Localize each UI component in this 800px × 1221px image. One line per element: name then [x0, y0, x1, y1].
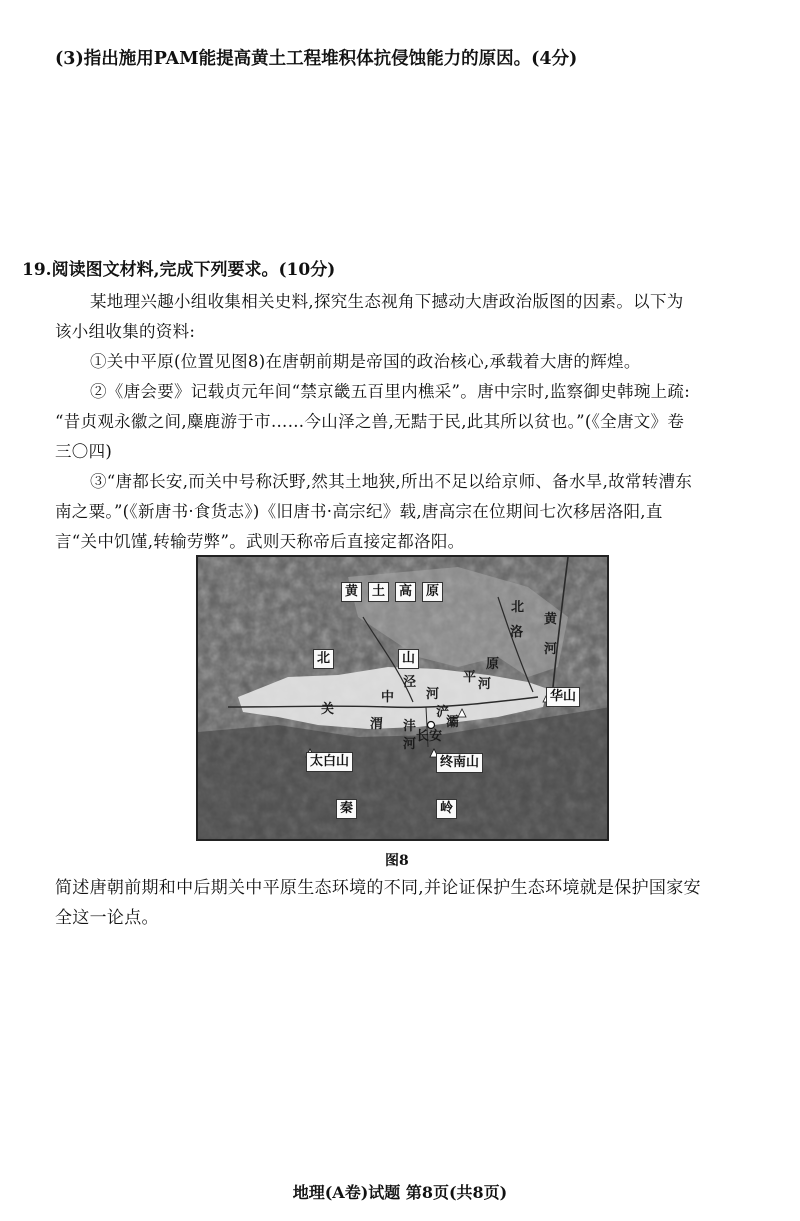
terrain-map: [196, 555, 609, 841]
label-bei-1: 北: [313, 649, 334, 669]
label-gao: 高: [395, 582, 416, 602]
label-ping: 平: [463, 670, 477, 685]
material-3-line-1: ③“唐都长安,而关中号称沃野,然其土地狭,所出不足以给京师、备水旱,故常转漕东: [90, 472, 693, 491]
label-ling: 岭: [436, 799, 457, 819]
label-he-1: 河: [544, 642, 558, 657]
label-taibaishan: 太白山: [306, 752, 353, 772]
question-3: (3)指出施用PAM能提高黄土工程堆积体抗侵蚀能力的原因。(4分): [55, 49, 578, 69]
question-line-1: 简述唐朝前期和中后期关中平原生态环境的不同,并论证保护生态环境就是保护国家安: [55, 878, 701, 898]
label-yuan-2: 原: [486, 657, 500, 672]
label-jing: 泾: [403, 675, 417, 690]
figure-caption: 图8: [385, 853, 409, 869]
label-huang-river: 黄: [544, 612, 558, 627]
material-3-line-2: 南之粟。”(《新唐书·食货志》)《旧唐书·高宗纪》载,唐高宗在位期间七次移居洛阳,直: [55, 502, 663, 521]
label-tu: 土: [368, 582, 389, 602]
label-huang: 黄: [341, 582, 362, 602]
material-1: ①关中平原(位置见图8)在唐朝前期是帝国的政治核心,承载着大唐的辉煌。: [90, 352, 641, 371]
label-bei-2: 北: [511, 600, 525, 615]
label-feng: 沣: [403, 719, 417, 734]
label-zhong: 中: [381, 690, 395, 705]
question-19-title: 19.阅读图文材料,完成下列要求。(10分): [22, 260, 336, 280]
label-changan: 长安: [416, 729, 443, 744]
label-he-2: 河: [478, 677, 492, 692]
material-3-line-3: 言“关中饥馑,转输劳弊”。武则天称帝后直接定都洛阳。: [55, 532, 465, 551]
label-guan: 关: [321, 702, 335, 717]
label-he-4: 河: [403, 737, 417, 752]
label-he-3: 河: [426, 687, 440, 702]
label-qin: 秦: [336, 799, 357, 819]
label-luo: 洛: [510, 625, 524, 640]
label-ba: 灞: [446, 715, 460, 730]
intro-line-1: 某地理兴趣小组收集相关史料,探究生态视角下撼动大唐政治版图的因素。以下为: [90, 292, 684, 311]
label-yuan: 原: [422, 582, 443, 602]
material-2-line-1: ②《唐会要》记载贞元年间“禁京畿五百里内樵采”。唐中宗时,监察御史韩琬上疏:: [90, 382, 691, 401]
label-shan: 山: [398, 649, 419, 669]
label-huashan: 华山: [546, 687, 580, 707]
label-chan: 浐: [436, 705, 450, 720]
material-2-line-2: “昔贞观永徽之间,麋鹿游于市……今山泽之兽,无黠于民,此其所以贫也。”(《全唐文》卷: [55, 412, 685, 431]
question-line-2: 全这一论点。: [55, 908, 159, 928]
label-zhongnanshan: 终南山: [436, 753, 483, 773]
label-wei: 渭: [370, 717, 384, 732]
intro-line-2: 该小组收集的资料:: [55, 322, 196, 341]
material-2-line-3: 三〇四): [55, 442, 113, 461]
page-footer: 地理(A卷)试题 第8页(共8页): [292, 1183, 508, 1202]
